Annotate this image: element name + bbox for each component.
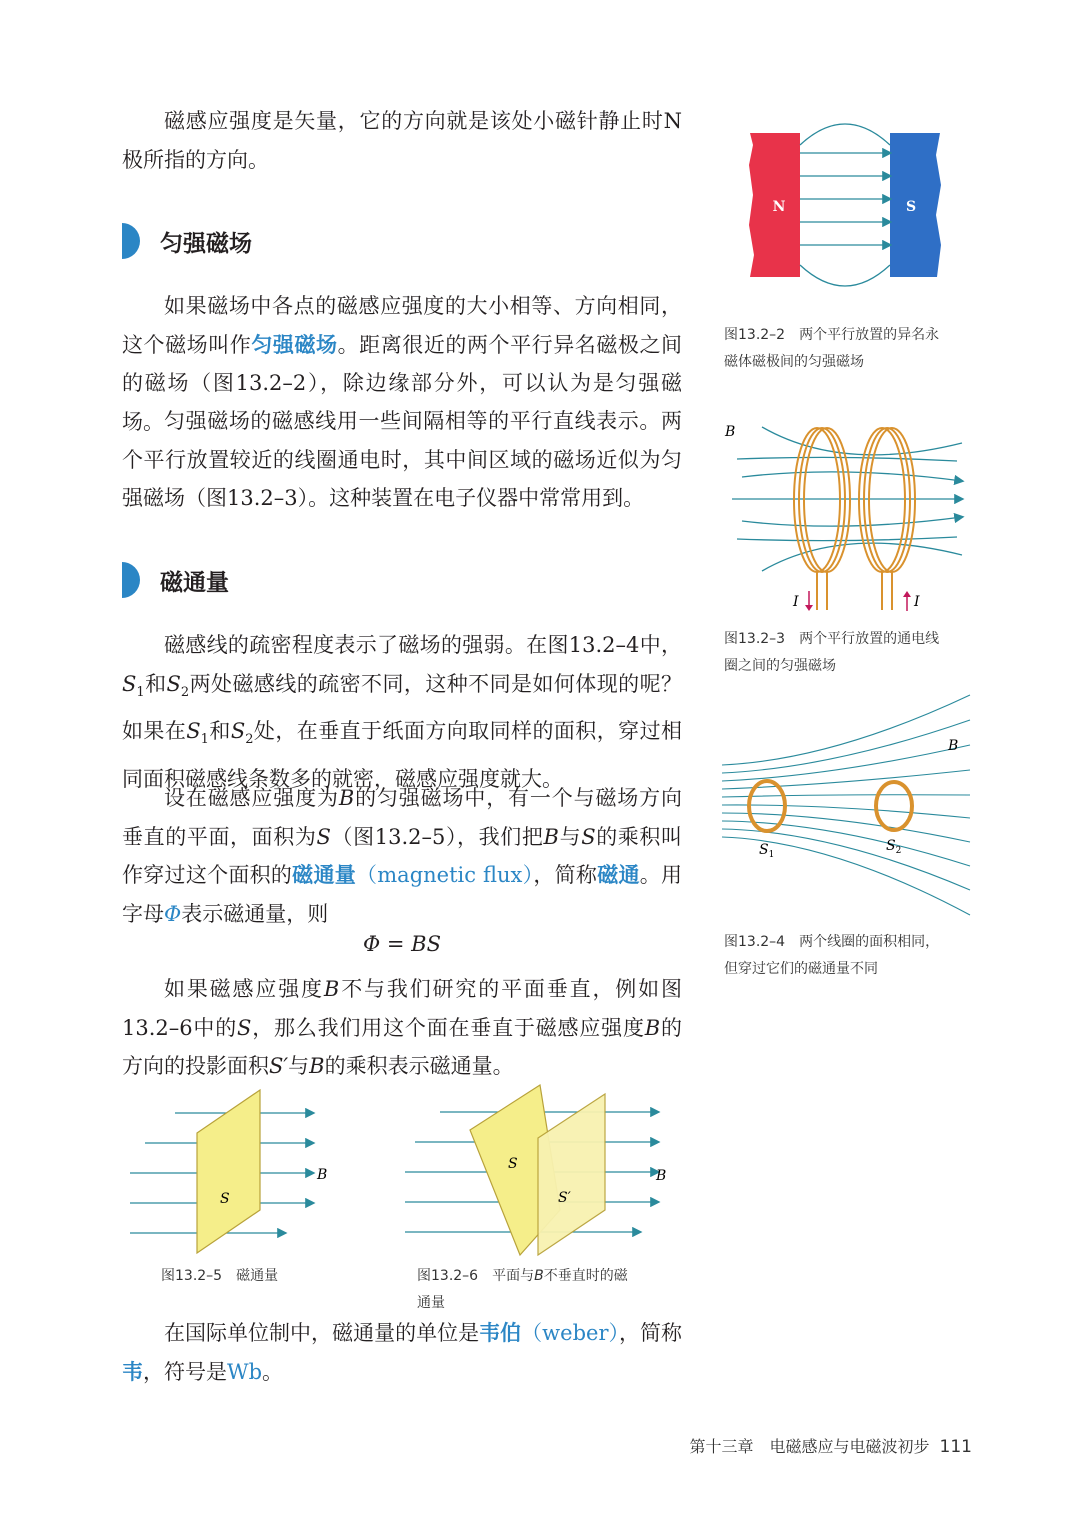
- figure-tilted-plane: [400, 1080, 675, 1260]
- caption-fig-13-2-3: [724, 626, 939, 680]
- text: 的乘积叫作穿过这个面积的: [122, 824, 683, 887]
- figures-fig4-s2: S: [886, 838, 896, 854]
- caption-fig-13-2-2: [724, 322, 939, 376]
- keyword-weber: 韦伯: [479, 1321, 522, 1345]
- text: S′: [269, 1054, 289, 1078]
- figures-fig6-caption-d: 通量: [417, 1295, 445, 1311]
- chapter-title: 第十三章 电磁感应与电磁波初步: [689, 1437, 930, 1456]
- intro-text: 磁感应强度是矢量，它的方向就是该处小磁针静止时N 极所指的方向。: [122, 109, 682, 172]
- north-label: N: [772, 199, 786, 215]
- text: 和: [144, 671, 167, 696]
- text: 磁感线的疏密程度表示了磁场的强弱。在图13.2–4中，: [164, 633, 682, 657]
- figures-fig4-s1: S: [759, 842, 769, 858]
- text: S: [122, 671, 137, 696]
- text: 与: [288, 1054, 310, 1078]
- text: 不与我们研究的平面垂直，例如图13.2–6中的: [122, 977, 682, 1040]
- keyword-uniform-field: 匀强磁场: [251, 332, 338, 357]
- figures-fig3-caption-a: 图13.2–3 两个平行放置的通电线: [724, 631, 940, 647]
- field-lines: [800, 124, 890, 286]
- section-title-flux: [122, 560, 229, 600]
- text: 处，在垂直于纸面方向取同样的面积，穿过相同面积磁感线条数多的就密，磁感应强度就大。: [122, 719, 683, 791]
- label-s2: [886, 838, 901, 856]
- intro-paragraph: [122, 102, 682, 179]
- projection-label-s-prime: S′: [558, 1190, 571, 1206]
- flux-paragraph-3: [122, 970, 682, 1086]
- unit-wb: Wb: [227, 1359, 263, 1384]
- field-label-b: B: [317, 1167, 328, 1183]
- text: 和: [208, 719, 231, 744]
- figures-fig4-sub1: 1: [768, 850, 775, 860]
- text: ，符号是: [143, 1359, 227, 1384]
- text: S: [186, 719, 201, 744]
- text: 的乘积表示磁通量。: [324, 1054, 514, 1078]
- symbol-phi: Φ: [164, 901, 182, 926]
- text: S: [581, 824, 596, 849]
- text: 。距离很近的两个平行异名磁极之间的磁场（图13.2–2），除边缘部分外，可以认为是匀强磁场。: [122, 332, 683, 434]
- loop-s2: [876, 782, 912, 830]
- figures-fig2-caption-b: 磁体磁极间的匀强磁场: [724, 354, 864, 370]
- section-heading: 磁通量: [160, 569, 229, 596]
- field-label-b: B: [725, 424, 736, 440]
- page-footer: [690, 1434, 972, 1457]
- section-marker: [122, 562, 140, 598]
- figures-fig3-caption-b: 圈之间的匀强磁场: [724, 658, 836, 674]
- text: S: [316, 824, 331, 849]
- south-label: S: [905, 199, 917, 215]
- flux-formula: Φ = BS: [363, 932, 441, 956]
- text: B: [543, 824, 559, 849]
- text: 与: [558, 824, 582, 849]
- flux-paragraph-2: [122, 779, 682, 933]
- text: （图13.2–5），我们把: [330, 824, 544, 849]
- text: S: [166, 671, 181, 696]
- text: 如果磁感应强度: [164, 977, 324, 1001]
- sub: 1: [200, 732, 209, 748]
- figures-fig6-caption-a: 图13.2–6 平面与: [417, 1268, 535, 1284]
- section-marker: [122, 223, 140, 259]
- text: B: [323, 977, 340, 1001]
- text: 。: [262, 1359, 284, 1384]
- sub: 2: [245, 732, 254, 748]
- english-weber: （weber）: [521, 1321, 620, 1345]
- text: 设在磁感应强度为: [164, 786, 339, 810]
- field-label-b: B: [656, 1168, 667, 1184]
- section-title-uniform-field: [122, 221, 252, 261]
- text: 的方向的投影面积: [122, 1015, 683, 1078]
- text: B: [644, 1015, 661, 1040]
- figure-diverging-field: [722, 690, 972, 920]
- text: 表示磁通量，则: [181, 901, 329, 926]
- english-magnetic-flux: （magnetic flux）: [356, 863, 534, 887]
- coil-field-lines: [732, 427, 962, 571]
- coil-left: [794, 428, 850, 610]
- keyword-magnetic-flux: 磁通量: [292, 863, 356, 887]
- tilted-label-s: S: [508, 1156, 518, 1172]
- figure-magnets: [745, 105, 950, 305]
- plane-label-s: S: [220, 1191, 230, 1207]
- current-label-right: I: [914, 594, 920, 610]
- text: S: [230, 719, 246, 744]
- uniform-paragraph-2: [122, 402, 682, 518]
- keyword-wei: 韦: [122, 1359, 143, 1384]
- sub: 2: [180, 684, 190, 700]
- diverging-field-lines: [722, 695, 970, 915]
- caption-fig-13-2-6: [417, 1263, 677, 1317]
- current-label-left: I: [793, 594, 799, 610]
- figure-perpendicular-plane: [125, 1085, 345, 1260]
- section-heading: 匀强磁场: [160, 230, 252, 257]
- text: ，简称: [533, 863, 598, 887]
- text: ，简称: [619, 1321, 683, 1345]
- figures-fig6-caption-b: B: [534, 1268, 544, 1284]
- page-number: 111: [939, 1437, 972, 1457]
- text: B: [338, 786, 355, 810]
- plane-s: [197, 1090, 260, 1253]
- label-s1: [759, 842, 774, 860]
- text: 的匀强磁场中，有一个与磁场方向垂直的平面，面积为: [122, 786, 683, 849]
- sub: 1: [136, 684, 145, 700]
- text: 两处磁感线的疏密不同，这种不同是如何体现的呢？如果在: [122, 671, 683, 744]
- figures-fig4-caption-b: 但穿过它们的磁通量不同: [724, 961, 878, 977]
- figures-fig4-sub2: 2: [895, 846, 902, 856]
- text: 匀强磁场的磁感线用一些间隔相等的平行直线表示。两个平行放置较近的线圈通电时，其中间区域的磁场近似为匀强磁场（图13.2–3）。这种装置在电子仪器中常常用到。: [122, 409, 682, 510]
- figures-fig2-caption-a: 图13.2–2 两个平行放置的异名永: [724, 327, 940, 343]
- text: S: [237, 1015, 252, 1040]
- caption-fig-13-2-4: [724, 929, 939, 983]
- field-label-b: B: [948, 738, 959, 754]
- keyword-flux-short: 磁通: [597, 863, 640, 887]
- figures-fig6-caption-c: 不垂直时的磁: [543, 1268, 628, 1284]
- figures-fig4-caption-a: 图13.2–4 两个线圈的面积相同，: [724, 934, 940, 950]
- current-arrow-head-up: [903, 591, 911, 597]
- projected-plane-s-prime: [538, 1094, 605, 1255]
- text: 在国际单位制中，磁通量的单位是: [164, 1321, 480, 1345]
- flux-paragraph-1: [122, 626, 682, 798]
- current-arrow-head-down: [805, 605, 813, 611]
- text: B: [309, 1054, 325, 1078]
- flux-paragraph-4: [122, 1314, 682, 1391]
- text: 。用字母: [122, 863, 683, 926]
- figure-coils: [722, 415, 972, 615]
- caption-fig-13-2-5: 图13.2–5 磁通量: [161, 1268, 279, 1284]
- text: 如果磁场中各点的磁感应强度的大小相等、方向相同，这个磁场叫作: [122, 294, 682, 357]
- text: ，那么我们用这个面在垂直于磁感应强度: [251, 1015, 645, 1040]
